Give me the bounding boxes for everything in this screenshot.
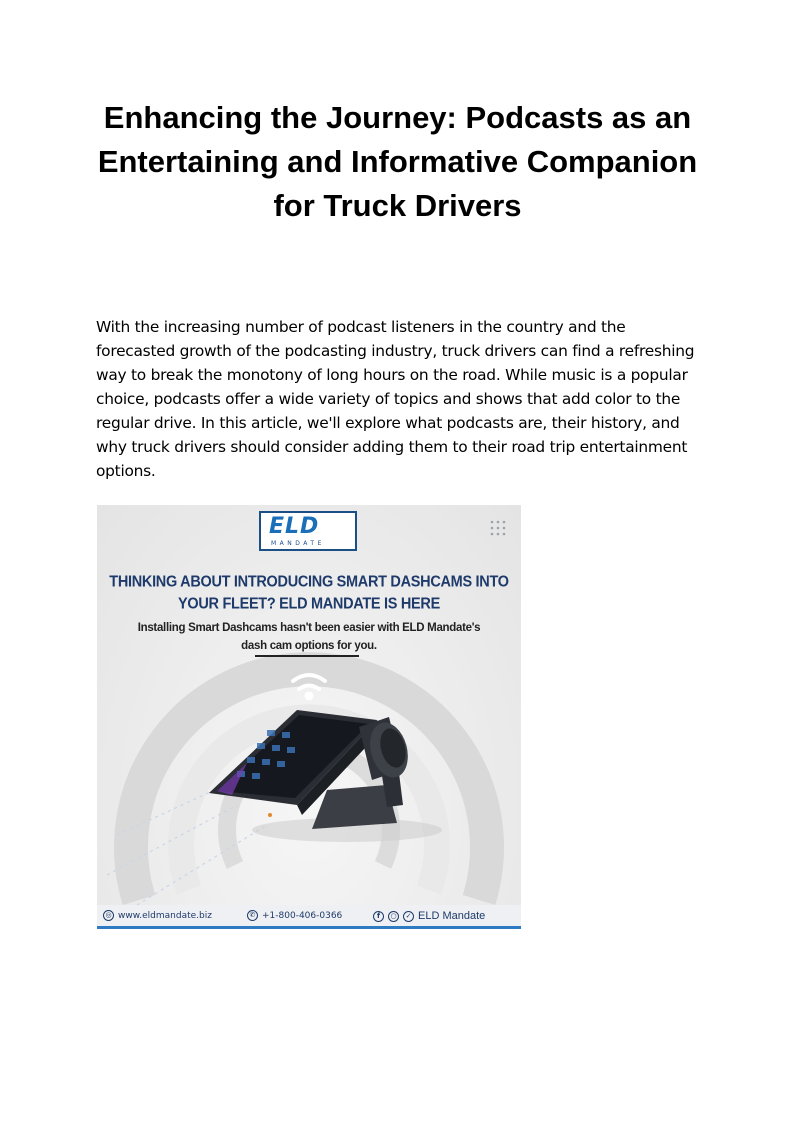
- website-text: www.eldmandate.biz: [118, 910, 212, 921]
- brand-text: ELD Mandate: [418, 910, 486, 922]
- signal-arcs-graphic: [97, 505, 521, 929]
- phone-text: +1-800-406-0366: [262, 910, 343, 921]
- logo-subtext: MANDATE: [271, 540, 325, 547]
- footer-website: [103, 910, 212, 921]
- eld-mandate-logo: [259, 511, 357, 551]
- facebook-icon: f: [373, 911, 384, 922]
- ad-headline: THINKING ABOUT INTRODUCING SMART DASHCAMS INTO YOUR FLEET? ELD MANDATE IS HERE: [109, 574, 509, 613]
- instagram-icon: ○: [388, 911, 399, 922]
- twitter-icon: ✓: [403, 911, 414, 922]
- footer-social: [373, 910, 485, 922]
- footer-phone: [247, 910, 342, 921]
- document-title: Enhancing the Journey: Podcasts as an Entertaining and Informative Companion for Truck Drivers: [97, 100, 698, 223]
- logo-text: ELD: [269, 514, 320, 539]
- subline-underline: [255, 655, 359, 657]
- dots-grid-icon: [489, 519, 507, 537]
- phone-icon: ✆: [247, 910, 258, 921]
- ad-footer: [97, 905, 521, 929]
- intro-paragraph: With the increasing number of podcast listeners in the country and the forecasted growth of the podcasting industry, truck drivers can find a refreshing way to break the monotony of long hours on the road. While music is a popular choice, podcasts offer a wide variety of topics and shows that add color to the regular drive. In this article, we'll explore what podcasts are, their history, and why truck drivers should consider adding them to their road trip entertainment options.: [96, 318, 695, 480]
- globe-icon: ◎: [103, 910, 114, 921]
- advertisement-image: [97, 505, 521, 929]
- ad-subline: Installing Smart Dashcams hasn't been easier with ELD Mandate's dash cam options for you.: [137, 622, 481, 652]
